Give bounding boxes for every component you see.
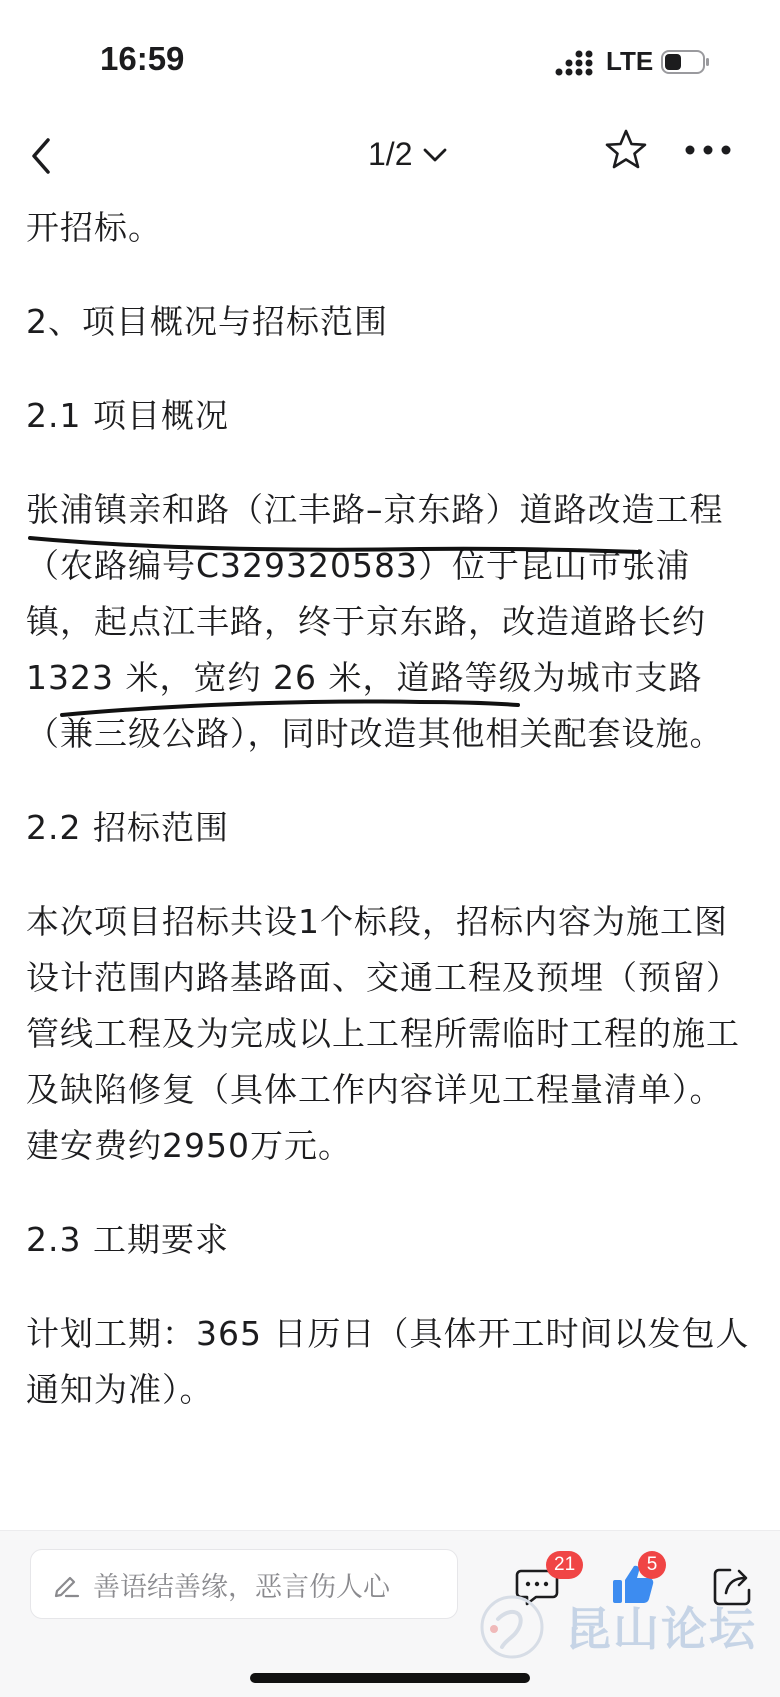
home-indicator bbox=[250, 1673, 530, 1683]
article-paragraph: 张浦镇亲和路（江丰路–京东路）道路改造工程（农路编号C329320583）位于昆山市张浦镇，起点江丰路，终于京东路，改造道路长约 1323 米，宽约 26 米，道路等级为城市支路（兼三级公路），同时改造其他相关配套设施。 bbox=[26, 490, 724, 753]
back-arrow-icon[interactable] bbox=[26, 134, 58, 178]
more-options-icon[interactable] bbox=[684, 140, 732, 160]
bottom-action-bar bbox=[0, 1530, 780, 1697]
comment-placeholder: 善语结善缘，恶言伤人心 bbox=[93, 1571, 390, 1603]
article-body bbox=[26, 200, 756, 1418]
section-heading: 2.2 招标范围 bbox=[26, 808, 229, 847]
status-bar bbox=[0, 0, 780, 120]
section-heading: 2.1 项目概况 bbox=[26, 396, 229, 435]
battery-icon bbox=[661, 49, 711, 75]
signal-icon bbox=[555, 50, 595, 78]
article-paragraph: 开招标。 bbox=[26, 208, 162, 247]
nav-bar bbox=[0, 120, 780, 210]
status-time: 16:59 bbox=[100, 40, 185, 77]
pen-icon bbox=[51, 1569, 81, 1599]
favorite-star-icon[interactable] bbox=[604, 128, 648, 172]
page-indicator-dropdown[interactable] bbox=[368, 136, 448, 173]
section-heading: 2.3 工期要求 bbox=[26, 1220, 229, 1259]
comment-input[interactable] bbox=[30, 1549, 458, 1619]
comment-count-badge: 21 bbox=[546, 1551, 583, 1579]
forum-watermark-text: 昆山论坛 bbox=[565, 1602, 757, 1656]
article-paragraph: 本次项目招标共设1个标段，招标内容为施工图设计范围内路基路面、交通工程及预埋（预留）管线工程及为完成以上工程所需临时工程的施工及缺陷修复（具体工作内容详见工程量清单）。建安费约2950万元。 bbox=[26, 902, 740, 1165]
section-heading: 2、项目概况与招标范围 bbox=[26, 302, 388, 341]
article-paragraph: 计划工期：365 日历日（具体开工时间以发包人通知为准）。 bbox=[26, 1314, 750, 1409]
network-type: LTE bbox=[606, 46, 654, 76]
like-count-badge: 5 bbox=[638, 1551, 666, 1579]
page-indicator-label: 1/2 bbox=[368, 136, 413, 172]
chevron-down-icon bbox=[422, 146, 448, 164]
